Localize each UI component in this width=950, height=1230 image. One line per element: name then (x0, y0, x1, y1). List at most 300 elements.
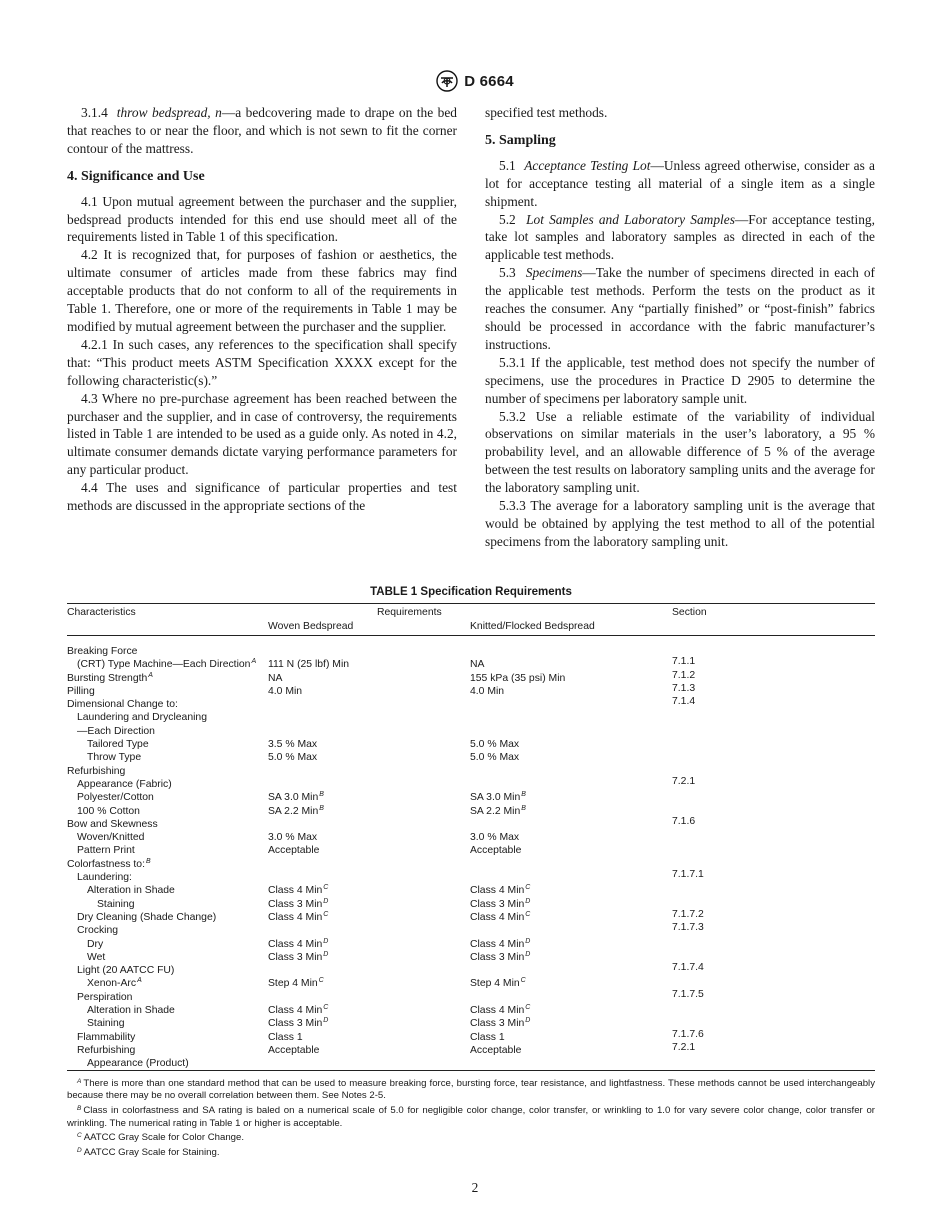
cell-woven (268, 695, 470, 708)
paragraph-4-3: 4.3 Where no pre-purchase agreement has been reached between the purchaser and the supplier, and in case of controversy, the requirements listed in Table 1 are intended to be used as a guide only. As noted in 4.2, ultimate consumer demands dictate varying performance parameters for any particular product. (67, 390, 457, 478)
cell-knitted (470, 682, 672, 695)
table-row (67, 642, 875, 655)
cell-section (672, 642, 875, 655)
cell-section (672, 868, 875, 881)
cell-section-text: 7.1.1 (672, 656, 696, 668)
cell-knitted-text: Class 3 Min (470, 1018, 525, 1030)
table-header (67, 604, 875, 635)
footnote-marker: B (77, 1104, 82, 1112)
footnote-marker: D (525, 950, 531, 958)
cell-woven (268, 974, 470, 990)
cell-woven (268, 895, 470, 908)
astm-logo-icon (436, 70, 458, 92)
footnote-marker: D (525, 1017, 531, 1025)
cell-characteristic-text: Dry (87, 938, 104, 950)
cell-characteristic (67, 1001, 268, 1017)
cell-woven-text: Acceptable (268, 845, 320, 857)
section-heading: 5. Sampling (485, 132, 556, 148)
cell-section (672, 961, 875, 974)
cell-section-text: 7.1.7.1 (672, 869, 704, 881)
standard-designation: D 6664 (464, 72, 514, 90)
cell-section (672, 788, 875, 801)
paragraph-5-1 (485, 157, 875, 211)
cell-characteristic (67, 1014, 268, 1030)
cell-characteristic (67, 642, 268, 655)
cell-woven (268, 921, 470, 934)
table-row (67, 841, 875, 857)
cell-characteristic-text: Staining (87, 1018, 125, 1030)
cell-knitted (470, 1054, 672, 1067)
footnote-marker: B (145, 857, 151, 865)
table-row (67, 881, 875, 897)
cell-woven (268, 788, 470, 804)
cell-woven (268, 935, 470, 948)
table-row (67, 935, 875, 948)
cell-woven (268, 1014, 470, 1030)
cell-knitted (470, 881, 672, 897)
cell-woven-text: Acceptable (268, 1044, 320, 1056)
cell-section (672, 708, 875, 721)
cell-characteristic (67, 655, 268, 671)
footnote-marker: B (521, 804, 526, 812)
cell-characteristic-text: Pattern Print (77, 845, 135, 857)
cell-section (672, 948, 875, 961)
table-row (67, 895, 875, 908)
section-heading: 4. Significance and Use (67, 168, 205, 184)
definition-text: —Unless agreed otherwise, consider as a lot for acceptance testing all material of a single item as a single shipment. (485, 157, 875, 209)
cell-knitted-text: Step 4 Min (470, 978, 520, 990)
footnote-text: AATCC Gray Scale for Color Change. (83, 1132, 245, 1144)
table-row (67, 748, 875, 764)
cell-woven-text: SA 3.0 Min (268, 792, 319, 804)
cell-characteristic (67, 841, 268, 857)
cell-woven-text: Class 4 Min (268, 938, 323, 950)
cell-knitted (470, 748, 672, 764)
cell-woven-text: Class 4 Min (268, 885, 323, 897)
footnote-marker: C (525, 1004, 531, 1012)
table-row (67, 1028, 875, 1041)
cell-characteristic-text: Flammability (77, 1031, 136, 1043)
cell-characteristic (67, 948, 268, 961)
definition-text: —For acceptance testing, take lot samples and laboratory samples as directed in each of the applicable test methods. (485, 211, 875, 263)
cell-knitted-text: Class 4 Min (470, 938, 525, 950)
footnote-marker: D (525, 897, 531, 905)
cell-section-text: 7.1.7.5 (672, 988, 704, 1000)
footnote-text: Class in colorfastness and SA rating is baled on a numerical scale of 5.0 for negligible color change, color transfer, or wrinkling to 1.0 for vary severe color change, color transfer or wrinkling. The numerical rating in Table 1 or higher is acceptable. (67, 1104, 875, 1129)
right-column (485, 104, 875, 551)
footnote (67, 1076, 875, 1103)
cell-section-text: 7.1.7.6 (672, 1028, 704, 1040)
cell-section (672, 722, 875, 735)
cell-characteristic (67, 762, 268, 775)
table-row (67, 788, 875, 804)
table-row (67, 1014, 875, 1030)
table-row (67, 828, 875, 844)
cell-woven-text: Class 3 Min (268, 951, 323, 963)
cell-knitted-text: Acceptable (470, 1044, 522, 1056)
cell-section (672, 775, 875, 788)
cell-knitted-text: NA (470, 659, 485, 671)
cell-section (672, 974, 875, 987)
cell-knitted (470, 1041, 672, 1054)
table-footnotes (67, 1076, 875, 1160)
footnote-marker: C (318, 977, 324, 985)
cell-characteristic-text: Woven/Knitted (77, 832, 145, 844)
table-row (67, 762, 875, 775)
cell-knitted (470, 775, 672, 788)
cell-characteristic-text: Bow and Skewness (67, 818, 158, 830)
cell-knitted (470, 735, 672, 751)
cell-knitted (470, 1001, 672, 1017)
cell-woven (268, 1054, 470, 1067)
cell-characteristic-text: Refurbishing (67, 765, 126, 777)
footnote-marker: C (520, 977, 526, 985)
footnote-marker: A (251, 658, 257, 666)
cell-characteristic (67, 735, 268, 751)
cell-section (672, 921, 875, 934)
cell-section (672, 935, 875, 948)
cell-characteristic (67, 1054, 268, 1070)
cell-characteristic-text: Staining (97, 898, 135, 910)
cell-knitted-text: Class 4 Min (470, 885, 525, 897)
left-column (67, 104, 457, 515)
defined-term: Acceptance Testing Lot (524, 157, 651, 173)
cell-characteristic (67, 708, 268, 724)
footnote-marker: D (323, 1017, 329, 1025)
table-row (67, 948, 875, 961)
footnote-marker: D (525, 937, 531, 945)
cell-woven (268, 642, 470, 655)
table-row (67, 961, 875, 977)
table-row (67, 1054, 875, 1070)
footnote-marker: C (323, 1004, 329, 1012)
cell-section (672, 748, 875, 761)
cell-section (672, 895, 875, 908)
cell-knitted-text: 5.0 % Max (470, 739, 520, 751)
cell-knitted-text: Class 3 Min (470, 951, 525, 963)
cell-woven (268, 655, 470, 671)
footnote-marker: D (77, 1147, 82, 1155)
footnote-text: AATCC Gray Scale for Staining. (83, 1147, 220, 1159)
cell-knitted (470, 868, 672, 881)
footnote-marker: C (525, 884, 531, 892)
cell-section (672, 735, 875, 748)
cell-knitted-text: SA 2.2 Min (470, 805, 521, 817)
table-row (67, 708, 875, 724)
cell-section (672, 1014, 875, 1027)
cell-woven (268, 748, 470, 764)
cell-characteristic (67, 881, 268, 897)
cell-knitted (470, 841, 672, 857)
cell-knitted (470, 1028, 672, 1041)
cell-woven (268, 735, 470, 751)
cell-woven (268, 948, 470, 961)
cell-knitted (470, 642, 672, 655)
specification-table (67, 586, 875, 1160)
cell-knitted (470, 855, 672, 868)
cell-characteristic-text: (CRT) Type Machine—Each Direction (77, 659, 251, 671)
cell-section (672, 908, 875, 921)
cell-woven (268, 682, 470, 695)
cell-section (672, 828, 875, 841)
cell-section-text: 7.1.4 (672, 696, 696, 708)
cell-knitted-text: Class 1 (470, 1031, 505, 1043)
cell-knitted (470, 895, 672, 908)
cell-woven-text: Class 3 Min (268, 1018, 323, 1030)
cell-woven-text: 3.5 % Max (268, 739, 318, 751)
table-row (67, 1041, 875, 1054)
cell-section (672, 988, 875, 1001)
cell-section-text: 7.1.7.2 (672, 908, 704, 920)
cell-section (672, 881, 875, 894)
footnote-marker: A (148, 671, 153, 679)
cell-characteristic (67, 815, 268, 828)
cell-knitted (470, 722, 672, 735)
cell-section-text: 7.1.3 (672, 682, 696, 694)
paragraph-3-1-4 (67, 104, 457, 158)
header-knitted: Knitted/Flocked Bedspread (470, 621, 595, 632)
cell-woven-text: 3.0 % Max (268, 832, 318, 844)
table-row (67, 908, 875, 921)
cell-knitted (470, 828, 672, 844)
cell-section (672, 695, 875, 708)
footnote-marker: A (137, 977, 142, 985)
cell-woven (268, 961, 470, 974)
page-header (0, 70, 950, 94)
defined-term: Specimens (525, 265, 583, 281)
header-characteristics: Characteristics (67, 607, 136, 618)
cell-knitted (470, 655, 672, 671)
cell-characteristic (67, 802, 268, 815)
cell-characteristic (67, 961, 268, 977)
cell-section (672, 1028, 875, 1041)
footnote-marker: B (319, 791, 324, 799)
footnote-marker: C (323, 884, 329, 892)
footnote-text: There is more than one standard method that can be used to measure breaking force, bursting force, tear resistance, and lightfastness. These methods cannot be used interchangeably because there may be no overall correlation between them. See Notes 2-5. (67, 1077, 875, 1102)
paragraph-4-4: 4.4 The uses and significance of particular properties and test methods are discussed in the appropriate sections of the (67, 480, 457, 514)
footnote (67, 1103, 875, 1130)
cell-section-text: 7.2.1 (672, 1041, 696, 1053)
cell-woven-text: Step 4 Min (268, 978, 318, 990)
cell-characteristic (67, 895, 268, 908)
footnote-marker: C (323, 910, 329, 918)
table-row (67, 1001, 875, 1017)
cell-woven (268, 722, 470, 735)
table-row (67, 815, 875, 828)
cell-characteristic-text: Throw Type (87, 752, 142, 764)
cell-woven (268, 855, 470, 868)
cell-knitted-text: 4.0 Min (470, 685, 505, 697)
cell-woven-text: 5.0 % Max (268, 752, 318, 764)
paragraph-5-2 (485, 211, 875, 265)
cell-woven (268, 815, 470, 828)
cell-knitted (470, 762, 672, 775)
cell-woven-text: NA (268, 672, 283, 684)
cell-characteristic-text: Pilling (67, 685, 95, 697)
cell-knitted-text: Class 4 Min (470, 911, 525, 923)
cell-knitted-text: 5.0 % Max (470, 752, 520, 764)
cell-woven (268, 1041, 470, 1054)
footnote-marker: C (77, 1132, 82, 1140)
defined-term: throw bedspread, n (116, 105, 222, 120)
cell-woven (268, 908, 470, 921)
paragraph-5-3-2: 5.3.2 Use a reliable estimate of the variability of individual observations on similar materials in the user’s laboratory, a 95 % probability level, and an allowable difference of 5 % of the average between the test results on laboratory sampling units and the average for the laboratory sampling unit. (485, 408, 875, 496)
paragraph-4-2-1: 4.2.1 In such cases, any references to the specification shall specify that: “This product meets ASTM Specification XXXX except for the following characteristic(s).” (67, 336, 457, 388)
definition-text: —a bedcovering made to drape on the bed that reaches to or near the floor, and which is not sewn to fit the corner contour of the mattress. (67, 105, 457, 156)
cell-knitted (470, 788, 672, 804)
cell-section-text: 7.2.1 (672, 775, 696, 787)
table-row (67, 921, 875, 937)
footnote-marker: C (525, 910, 531, 918)
cell-knitted-text: Acceptable (470, 845, 522, 857)
definition-text: —Take the number of specimens directed in each of the applicable test methods. Perform the tests on the product as it reaches the consumer. Any “partially finished” or “post-finish” fabrics should be processed in accordance with the fabric manufacturer’s instructions. (485, 265, 875, 352)
cell-characteristic-text: Crocking (77, 925, 118, 937)
cell-knitted (470, 695, 672, 708)
cell-section-text: 7.1.7.4 (672, 962, 704, 974)
cell-characteristic (67, 921, 268, 937)
table-row (67, 655, 875, 671)
cell-characteristic (67, 788, 268, 804)
cell-section (672, 841, 875, 854)
table-row (67, 974, 875, 990)
cell-characteristic (67, 1028, 268, 1041)
cell-characteristic-text: Wet (87, 951, 106, 963)
footnote-marker: D (323, 897, 329, 905)
cell-woven (268, 868, 470, 881)
header-section: Section (672, 607, 707, 618)
cell-characteristic-text: Tailored Type (87, 739, 149, 751)
table-row (67, 695, 875, 711)
paragraph-4-2: 4.2 It is recognized that, for purposes of fashion or aesthetics, the ultimate consumer of articles made from these fabrics may find acceptable products that do not conform to all of the requirements in Table 1. Therefore, one or more of the requirements in Table 1 may be modified by mutual agreement between the purchaser and the supplier. (67, 247, 457, 334)
paragraph-number: 5.3 (499, 265, 516, 281)
cell-woven-text: Class 4 Min (268, 911, 323, 923)
cell-characteristic-text: Alteration in Shade (87, 885, 175, 897)
cell-characteristic-text: —Each Direction (77, 725, 155, 737)
cell-woven-text: Class 1 (268, 1031, 303, 1043)
table-row (67, 868, 875, 884)
header-woven: Woven Bedspread (268, 621, 354, 632)
cell-section (672, 815, 875, 828)
cell-knitted (470, 961, 672, 974)
cell-characteristic-text: Bursting Strength (67, 672, 148, 684)
cell-section-text: 7.1.2 (672, 669, 696, 681)
page-number: 2 (471, 1180, 479, 1195)
cell-woven (268, 828, 470, 844)
cell-woven (268, 1001, 470, 1017)
footnote-marker: D (323, 950, 329, 958)
cell-characteristic (67, 682, 268, 695)
cell-knitted-text: Class 3 Min (470, 898, 525, 910)
cell-characteristic (67, 669, 268, 682)
cell-characteristic (67, 868, 268, 884)
cell-characteristic (67, 988, 268, 1001)
cell-woven-text: 4.0 Min (268, 685, 303, 697)
cell-knitted (470, 802, 672, 815)
cell-characteristic-text: Alteration in Shade (87, 1005, 175, 1017)
table-body (67, 636, 875, 1070)
cell-characteristic-text: Xenon-Arc (87, 978, 137, 990)
footnote-marker: D (323, 937, 329, 945)
footnote-marker: B (521, 791, 526, 799)
cell-woven-text: SA 2.2 Min (268, 805, 319, 817)
cell-characteristic (67, 855, 268, 868)
cell-woven-text: Class 3 Min (268, 898, 323, 910)
header-requirements: Requirements (377, 607, 442, 618)
paragraph-number: 5.2 (499, 211, 516, 227)
paragraph-5-3 (485, 264, 875, 354)
table-row (67, 735, 875, 751)
cell-characteristic (67, 748, 268, 764)
cell-characteristic (67, 775, 268, 788)
paragraph-number: 5.1 (499, 157, 516, 173)
cell-characteristic (67, 695, 268, 711)
cell-characteristic (67, 908, 268, 921)
cell-knitted (470, 948, 672, 961)
cell-woven-text: 111 N (25 lbf) Min (268, 659, 350, 671)
cell-woven (268, 708, 470, 721)
table-row (67, 988, 875, 1001)
cell-section (672, 682, 875, 695)
cell-knitted (470, 988, 672, 1001)
cell-characteristic-text: Polyester/Cotton (77, 792, 154, 804)
cell-knitted-text: 3.0 % Max (470, 832, 520, 844)
footnote (67, 1130, 875, 1145)
cell-characteristic-text: Appearance (Fabric) (77, 778, 172, 790)
table-bottom-rule (67, 1070, 875, 1071)
table-row (67, 722, 875, 735)
table-row (67, 802, 875, 815)
cell-woven (268, 775, 470, 788)
cell-knitted (470, 815, 672, 828)
cell-section (672, 655, 875, 668)
cell-characteristic-text: Laundering and Drycleaning (77, 712, 207, 724)
cell-knitted (470, 669, 672, 682)
cell-characteristic (67, 935, 268, 948)
paragraph-5-3-3: 5.3.3 The average for a laboratory sampling unit is the average that would be obtained by applying the test method to all of the potential specimens from the laboratory sampling unit. (485, 498, 875, 549)
table-row (67, 669, 875, 682)
cell-woven (268, 762, 470, 775)
footnote-marker: B (319, 804, 324, 812)
cell-section (672, 762, 875, 775)
cell-characteristic-text: Dimensional Change to: (67, 699, 178, 711)
cell-knitted-text: SA 3.0 Min (470, 792, 521, 804)
cell-woven (268, 881, 470, 897)
cell-section (672, 855, 875, 868)
table-title: TABLE 1 Specification Requirements (370, 586, 572, 598)
paragraph-4-1: 4.1 Upon mutual agreement between the purchaser and the supplier, bedspread products intended for this end use should meet all of the requirements listed in Table 1 of this specification. (67, 193, 457, 245)
cell-characteristic-text: Light (20 AATCC FU) (77, 965, 175, 977)
cell-characteristic-text: Laundering: (77, 872, 132, 884)
cell-section-text: 7.1.6 (672, 815, 696, 827)
cell-woven (268, 841, 470, 857)
cell-characteristic-text: Perspiration (77, 991, 133, 1003)
paragraph-5-3-1: 5.3.1 If the applicable, test method does not specify the number of specimens, use the procedures in Practice D 2905 to determine the number of specimens per laboratory sample unit. (485, 354, 875, 406)
table-row (67, 775, 875, 788)
cell-knitted (470, 935, 672, 948)
table-row (67, 682, 875, 695)
cell-characteristic (67, 828, 268, 844)
paragraph-number: 3.1.4 (81, 105, 108, 120)
cell-section (672, 1041, 875, 1054)
cell-section (672, 669, 875, 682)
cell-characteristic-text: 100 % Cotton (77, 805, 140, 817)
cell-woven (268, 988, 470, 1001)
cell-characteristic (67, 722, 268, 735)
cell-woven (268, 802, 470, 815)
cell-knitted (470, 1014, 672, 1030)
cell-knitted (470, 908, 672, 921)
cell-section (672, 1001, 875, 1014)
